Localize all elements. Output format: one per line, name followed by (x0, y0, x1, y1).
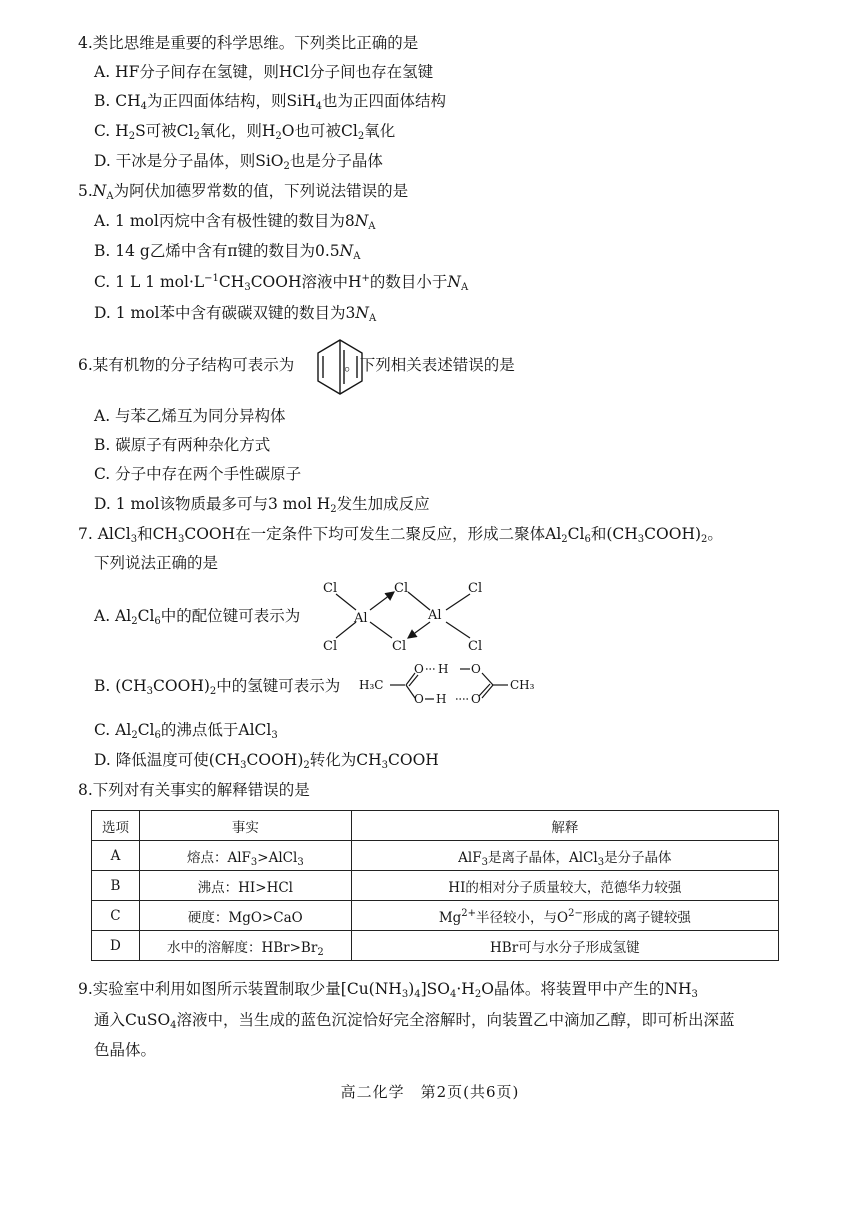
table-row (92, 871, 779, 901)
row-fact: 水中的溶解度：$HBr>Br_2$ (139, 931, 351, 961)
table-row (92, 931, 779, 961)
q5-option-a: A. 1 mol丙烷中含有极性键的数目为$8N_A$ (94, 212, 376, 232)
row-key: B (92, 871, 140, 901)
q6-option-a: A. 与苯乙烯互为同分异构体 (94, 407, 286, 425)
q4-option-c: C. $H_2S$可被$Cl_2$氧化，则$H_2O$也可被$Cl_2$氧化 (94, 122, 396, 142)
acetic-acid-dimer-figure (358, 657, 542, 713)
q7-stem-line2: 下列说法正确的是 (94, 554, 219, 572)
q9-line2: 通入CuSO$_4$溶液中，当生成的蓝色沉淀恰好完全溶解时，向装置乙中滴加乙醇，即可析出深蓝 (94, 1011, 735, 1031)
row-fact: 硬度：MgO>CaO (139, 901, 351, 931)
header-explanation: 解释 (351, 811, 778, 841)
header-option: 选项 (92, 811, 140, 841)
oxygen-atom: O (414, 692, 424, 706)
oxygen-atom: O (471, 692, 481, 706)
row-explanation: HI的相对分子质量较大，范德华力较强 (351, 871, 778, 901)
row-explanation: AlF$_3$是离子晶体，AlCl$_3$是分子晶体 (351, 841, 778, 871)
hydrogen-atom: H (436, 692, 447, 706)
q7-option-d: D. 降低温度可使$(CH_3COOH)_2$转化为$CH_3COOH$ (94, 751, 439, 771)
cl-atom: Cl (468, 581, 483, 596)
hydrogen-atom: H (438, 662, 449, 676)
q6-option-d: D. 1 mol该物质最多可与3 mol $H_2$发生加成反应 (94, 495, 430, 515)
q7-option-a: A. $Al_2Cl_6$中的配位键可表示为 (94, 607, 301, 627)
cl-atom: Cl (394, 581, 409, 596)
row-key: D (92, 931, 140, 961)
facts-table (91, 810, 779, 961)
row-explanation: $Mg^{2+}$半径较小，与$O^{2-}$形成的离子键较强 (351, 901, 778, 931)
table-header-row (92, 811, 779, 841)
table-row (92, 841, 779, 871)
q5-stem: $5.N_A$为阿伏加德罗常数的值，下列说法错误的是 (78, 182, 409, 202)
al-atom: Al (354, 611, 368, 626)
cl-atom: Cl (323, 581, 338, 596)
cl-atom: Cl (468, 639, 483, 654)
q9-line1: 9.实验室中利用如图所示装置制取少量$[Cu(NH_3)_4]SO_4\cdot H_2O$晶体。将装置甲中产生的$NH_3$ (78, 980, 698, 1000)
table-row (92, 901, 779, 931)
oxygen-atom: O (471, 662, 481, 676)
methyl-left: H₃C (359, 678, 384, 692)
q4-option-d: D. 干冰是分子晶体，则SiO$_2$也是分子晶体 (94, 152, 383, 172)
q5-option-b: B. 14 g乙烯中含有π键的数目为$0.5N_A$ (94, 242, 361, 262)
q7-option-c: C. $Al_2Cl_6$的沸点低于AlCl$_3$ (94, 721, 278, 741)
q5-option-d: D. 1 mol苯中含有碳碳双键的数目为$3N_A$ (94, 304, 377, 324)
q4-stem: 4.类比思维是重要的科学思维。下列类比正确的是 (78, 34, 419, 52)
q4-option-b: B. $CH_4$为正四面体结构，则SiH$_4$也为正四面体结构 (94, 92, 446, 112)
q4-option-a: A. HF分子间存在氢键，则HCl分子间也存在氢键 (94, 63, 434, 81)
row-fact: 沸点：HI>HCl (139, 871, 351, 901)
q7-option-b: B. $(CH_3COOH)_2$中的氢键可表示为 (94, 677, 341, 697)
q6-stem: 6.某有机物的分子结构可表示为 。下列相关表述错误的是 (78, 356, 515, 374)
row-fact: 熔点：AlF$_3$>AlCl$_3$ (139, 841, 351, 871)
row-explanation: HBr可与水分子形成氢键 (351, 931, 778, 961)
methyl-right: CH₃ (510, 678, 535, 692)
q8-stem: 8.下列对有关事实的解释错误的是 (78, 781, 310, 799)
header-fact: 事实 (139, 811, 351, 841)
q5-option-c: C. 1 L 1 $mol\cdot L^{-1}CH_3COOH$溶液中H+的数目小于$N_A$ (94, 273, 469, 293)
row-key: C (92, 901, 140, 931)
cl-atom: Cl (323, 639, 338, 654)
oxygen-atom: O (414, 662, 424, 676)
q7-stem-line1: 7. AlCl$_3$和$CH_3COOH$在一定条件下均可发生二聚反应，形成二聚体$Al_2Cl_6$和$(CH_3COOH)_2$。 (78, 525, 723, 545)
q6-option-c: C. 分子中存在两个手性碳原子 (94, 465, 302, 483)
cl-atom: Cl (392, 639, 407, 654)
q6-option-b: B. 碳原子有两种杂化方式 (94, 436, 271, 454)
q9-line3: 色晶体。 (94, 1041, 157, 1059)
al2cl6-coordination-figure (318, 576, 498, 656)
row-key: A (92, 841, 140, 871)
al-atom: Al (428, 608, 442, 623)
page-footer: 高二化学 第2页(共6页) (340, 1083, 520, 1101)
bicyclic-structure-figure (314, 336, 366, 398)
